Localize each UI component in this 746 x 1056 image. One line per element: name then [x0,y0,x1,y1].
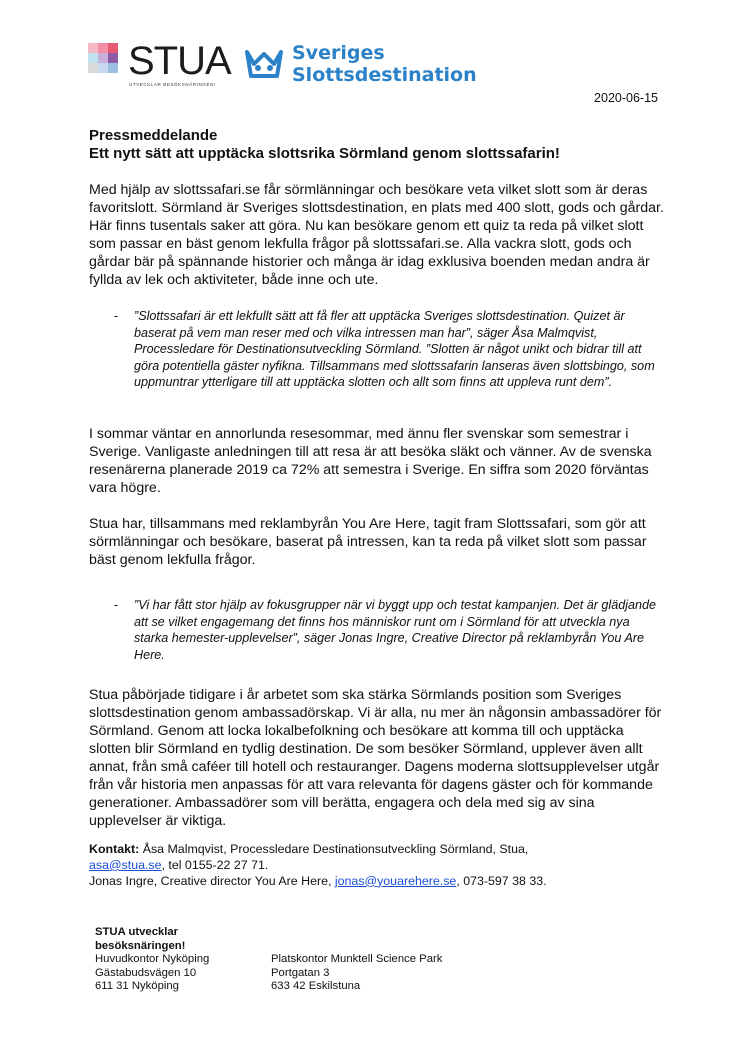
footer-head-office [95,926,209,994]
paragraph-summer: I sommar väntar en annorlunda resesommar, med ännu fler svenskar som semestrar i Sverige. Vanligaste anledningen till att resa är att besöka släkt och vänner. Av de svenska resenärerna planerade 2019 ca 72% att semestra i Sverige. En siffra som 2020 förväntas vara högre. [89,426,652,496]
stua-squares-icon [88,43,128,83]
headline-title: Ett nytt sätt att upptäcka slottsrika Sörmland genom slottssafarin! [89,145,560,162]
footer-office1-city: 611 31 Nyköping [95,980,179,993]
contact-block [89,842,679,889]
slottsdestination-logo-text [292,42,477,86]
crown-icon [244,48,284,82]
footer-org-name: STUA utvecklar [95,926,179,938]
email-link-jonas[interactable]: jonas@youarehere.se [334,873,457,888]
quote-ingre: ”Vi har fått stor hjälp av fokusgrupper när vi byggt upp och testat kampanjen. Det är glädjande att se vilket engagemang det finns hos människor runt om i Sörmland för att utveckla nya starka hemester-upplevelser”, säger Jonas Ingre, Creative Director på reklambyrån You Are Here. [134,598,657,662]
slottsdestination-line2: Slottsdestination [292,64,477,86]
footer-office1-name: Huvudkontor Nyköping [95,953,210,966]
quote-malmqvist: ”Slottssafari är ett lekfullt sätt att få fler att upptäcka Sveriges slottsdestination. Quizet är baserat på vem man reser med och vilka intressen man har”, säger Åsa Malmqvist, Processledare för Destinationsutveckling Sörmland. ”Slotten är något unikt och bidrar till att göra potentiella gäster nyfikna. Tillsammans med slottssafarin lanseras även slottsbingo, som uppmuntrar ytterligare till att upptäcka slotten och allt som finns att uppleva runt dem”. [134,309,655,390]
slottsdestination-logo [244,42,494,90]
footer-office2-name: Platskontor Munktell Science Park [271,953,443,965]
footer-branch-office [271,953,442,994]
stua-logo [88,39,231,88]
quote-dash: - [114,598,119,612]
headline-label: Pressmeddelande [89,127,218,144]
paragraph-slottssafari: Stua har, tillsammans med reklambyrån You Are Here, tagit fram Slottssafari, som gör att sörmlänningar och besökare, baserat på intressen, kan ta reda på vilket slott som passar bäst genom lekfulla frågor. [89,516,647,568]
stua-logo-tagline: UTVECKLAR BESÖKSNÄRINGEN! [129,82,216,87]
contact-phone-2: , 073-597 38 33. [456,873,547,888]
contact-person-1: Åsa Malmqvist, Processledare Destinationsutveckling Sörmland, Stua, [139,842,529,856]
footer-office2-street: Portgatan 3 [271,966,330,979]
slottsdestination-line1: Sveriges [292,42,385,64]
paragraph-ambassadors: Stua påbörjade tidigare i år arbetet som ska stärka Sörmlands position som Sveriges slottsdestination genom ambassadörskap. Vi är alla, nu mer än någonsin ambassadörer för Sörmland. Genom att locka lokalbefolkning och besökare att komma till och upptäcka slotten blir Sörmland en tydlig destination. De som besöker Sörmland, upplever även allt annat, från små caféer till hotell och restauranger. Dagens moderna slottsupplevelser utgår från vår historia men anpassas för att vara relevanta för dagens gäster och för kommande generationer. Ambassadörer som vill berätta, engagera och dela med sig av sina upplevelser är viktiga. [89,687,662,829]
contact-label: Kontakt: [89,842,140,856]
footer-office1-street: Gästabudsvägen 10 [95,966,197,979]
stua-logo-wordmark: STUA [128,39,231,83]
footer-org-tagline: besöksnäringen! [95,939,186,952]
document-date: 2020-06-15 [594,91,658,105]
contact-phone-1: , tel 0155-22 27 71. [161,857,269,872]
headline [89,127,669,163]
contact-person-2: Jonas Ingre, Creative director You Are Here, [89,873,335,888]
quote-dash: - [114,309,119,323]
footer-office2-city: 633 42 Eskilstuna [271,980,361,993]
paragraph-intro: Med hjälp av slottssafari.se får sörmlänningar och besökare veta vilket slott som är deras favoritslott. Sörmland är Sveriges slottsdestination, en plats med 400 slott, gods och gårdar. Här finns tusentals saker att göra. Nu kan besökare genom ett quiz ta reda på vilket slott som passar en bäst genom lekfulla frågor på slottssafari.se. Alla vackra slott, gods och gårdar bär på spännande historier och många är idag exklusiva boenden medan andra är fyllda av lek och aktiviteter, både inne och ute. [89,182,664,288]
email-link-asa[interactable]: asa@stua.se [89,857,162,872]
